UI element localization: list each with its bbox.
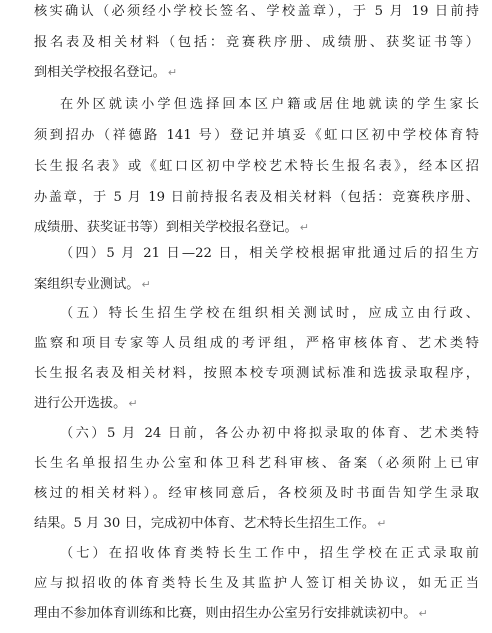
- text-line: [34, 218, 479, 238]
- text-line: （四）5 月 21 日—22 日，相关学校根据审批通过后的招生方: [60, 246, 479, 261]
- paragraph-mark-icon: ↵: [128, 397, 138, 410]
- text-run: 案组织专业测试。: [34, 277, 140, 292]
- text-line: [34, 604, 479, 624]
- text-run: 理由不参加体育训练和比赛，则由招生办公室另行安排就读初中。: [34, 606, 417, 621]
- text-run: 结果。5 月 30 日，完成初中体育、艺术特长生招生工作。: [34, 516, 376, 531]
- text-line: 办盖章，于 5 月 19 日前持报名表及相关材料（包括：竞赛秩序册、: [34, 190, 479, 205]
- text-line: 应与拟招收的体育类特长生及其监护人签订相关协议，如无正当: [34, 576, 479, 591]
- text-line: （五）特长生招生学校在组织相关测试时，应成立由行政、: [60, 306, 479, 321]
- text-line: 在外区就读小学但选择回本区户籍或居住地就读的学生家长: [60, 97, 479, 112]
- text-line: [34, 394, 479, 414]
- text-line: [34, 63, 479, 83]
- text-run: 成绩册、获奖证书等）到相关学校报名登记。: [34, 220, 298, 235]
- text-line: 监察和项目专家等人员组成的考评组，严格审核体育、艺术类特: [34, 336, 479, 351]
- text-line: 核实确认（必须经小学校长签名、学校盖章），于 5 月 19 日前持: [34, 4, 479, 19]
- text-line: 长生报名表及相关材料，按照本校专项测试标准和选拔录取程序，: [34, 366, 479, 381]
- text-line: 长生报名表》或《虹口区初中学校艺术特长生报名表》，经本区招: [34, 159, 479, 174]
- text-line: [34, 514, 479, 534]
- text-run: 到相关学校报名登记。: [34, 65, 166, 80]
- paragraph-mark-icon: ↵: [299, 221, 309, 234]
- paragraph-mark-icon: ↵: [167, 66, 178, 79]
- text-line: （七）在招收体育类特长生工作中，招生学校在正式录取前: [60, 546, 479, 561]
- paragraph-mark-icon: ↵: [141, 278, 151, 291]
- text-line: 报名表及相关材料（包括：竞赛秩序册、成绩册、获奖证书等）: [34, 35, 479, 50]
- text-line: 须到招办（祥德路 141 号）登记并填妥《虹口区初中学校体育特: [34, 128, 479, 143]
- text-line: 核过的相关材料）。经审核同意后，各校须及时书面告知学生录取: [34, 486, 479, 501]
- paragraph-mark-icon: ↵: [418, 607, 428, 620]
- text-line: [34, 275, 479, 295]
- text-line: 长生名单报招生办公室和体卫科艺科审核、备案（必须附上已审: [34, 456, 479, 471]
- text-line: （六）5 月 24 日前，各公办初中将拟录取的体育、艺术类特: [60, 426, 479, 441]
- paragraph-mark-icon: ↵: [377, 517, 387, 530]
- text-run: 进行公开选拔。: [34, 396, 127, 411]
